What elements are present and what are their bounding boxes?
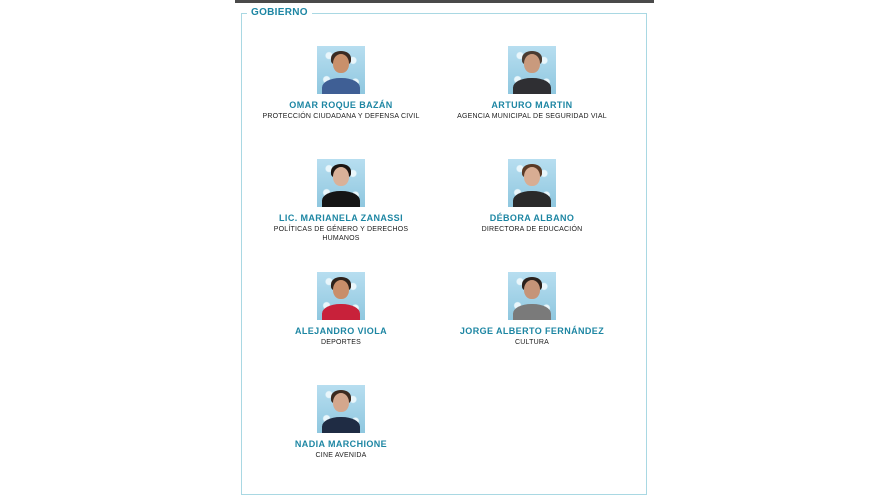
person-card[interactable] [442,46,622,121]
person-photo[interactable] [508,46,556,94]
person-card[interactable] [251,46,431,121]
person-role: CINE AVENIDA [315,452,367,459]
section-title: GOBIERNO [247,7,312,18]
person-card[interactable] [442,272,622,347]
person-name[interactable]: OMAR ROQUE BAZÁN [289,100,393,110]
person-photo[interactable] [317,159,365,207]
person-role: CULTURA [515,339,549,346]
person-name[interactable]: NADIA MARCHIONE [294,439,388,449]
person-photo[interactable] [317,46,365,94]
top-strip [235,0,654,3]
person-name[interactable]: LIC. MARIANELA ZANASSI [279,213,403,223]
person-photo[interactable] [317,385,365,433]
person-photo[interactable] [508,272,556,320]
person-role: AGENCIA MUNICIPAL DE SEGURIDAD VIAL [457,113,607,120]
person-role: PROTECCIÓN CIUDADANA Y DEFENSA CIVIL [262,113,420,120]
person-card[interactable] [251,385,431,460]
person-role: DEPORTES [321,339,361,346]
person-photo[interactable] [508,159,556,207]
person-name[interactable]: ALEJANDRO VIOLA [294,326,387,336]
person-photo[interactable] [317,272,365,320]
person-role: POLÍTICAS DE GÉNERO Y DERECHOS HUMANOS [273,226,409,242]
person-name[interactable]: JORGE ALBERTO FERNÁNDEZ [459,326,605,336]
person-name[interactable]: ARTURO MARTIN [491,100,573,110]
person-card[interactable] [251,159,431,243]
person-name[interactable]: DÉBORA ALBANO [489,213,575,223]
person-card[interactable] [442,159,622,234]
person-role: DIRECTORA DE EDUCACIÓN [481,226,583,233]
person-card[interactable] [251,272,431,347]
